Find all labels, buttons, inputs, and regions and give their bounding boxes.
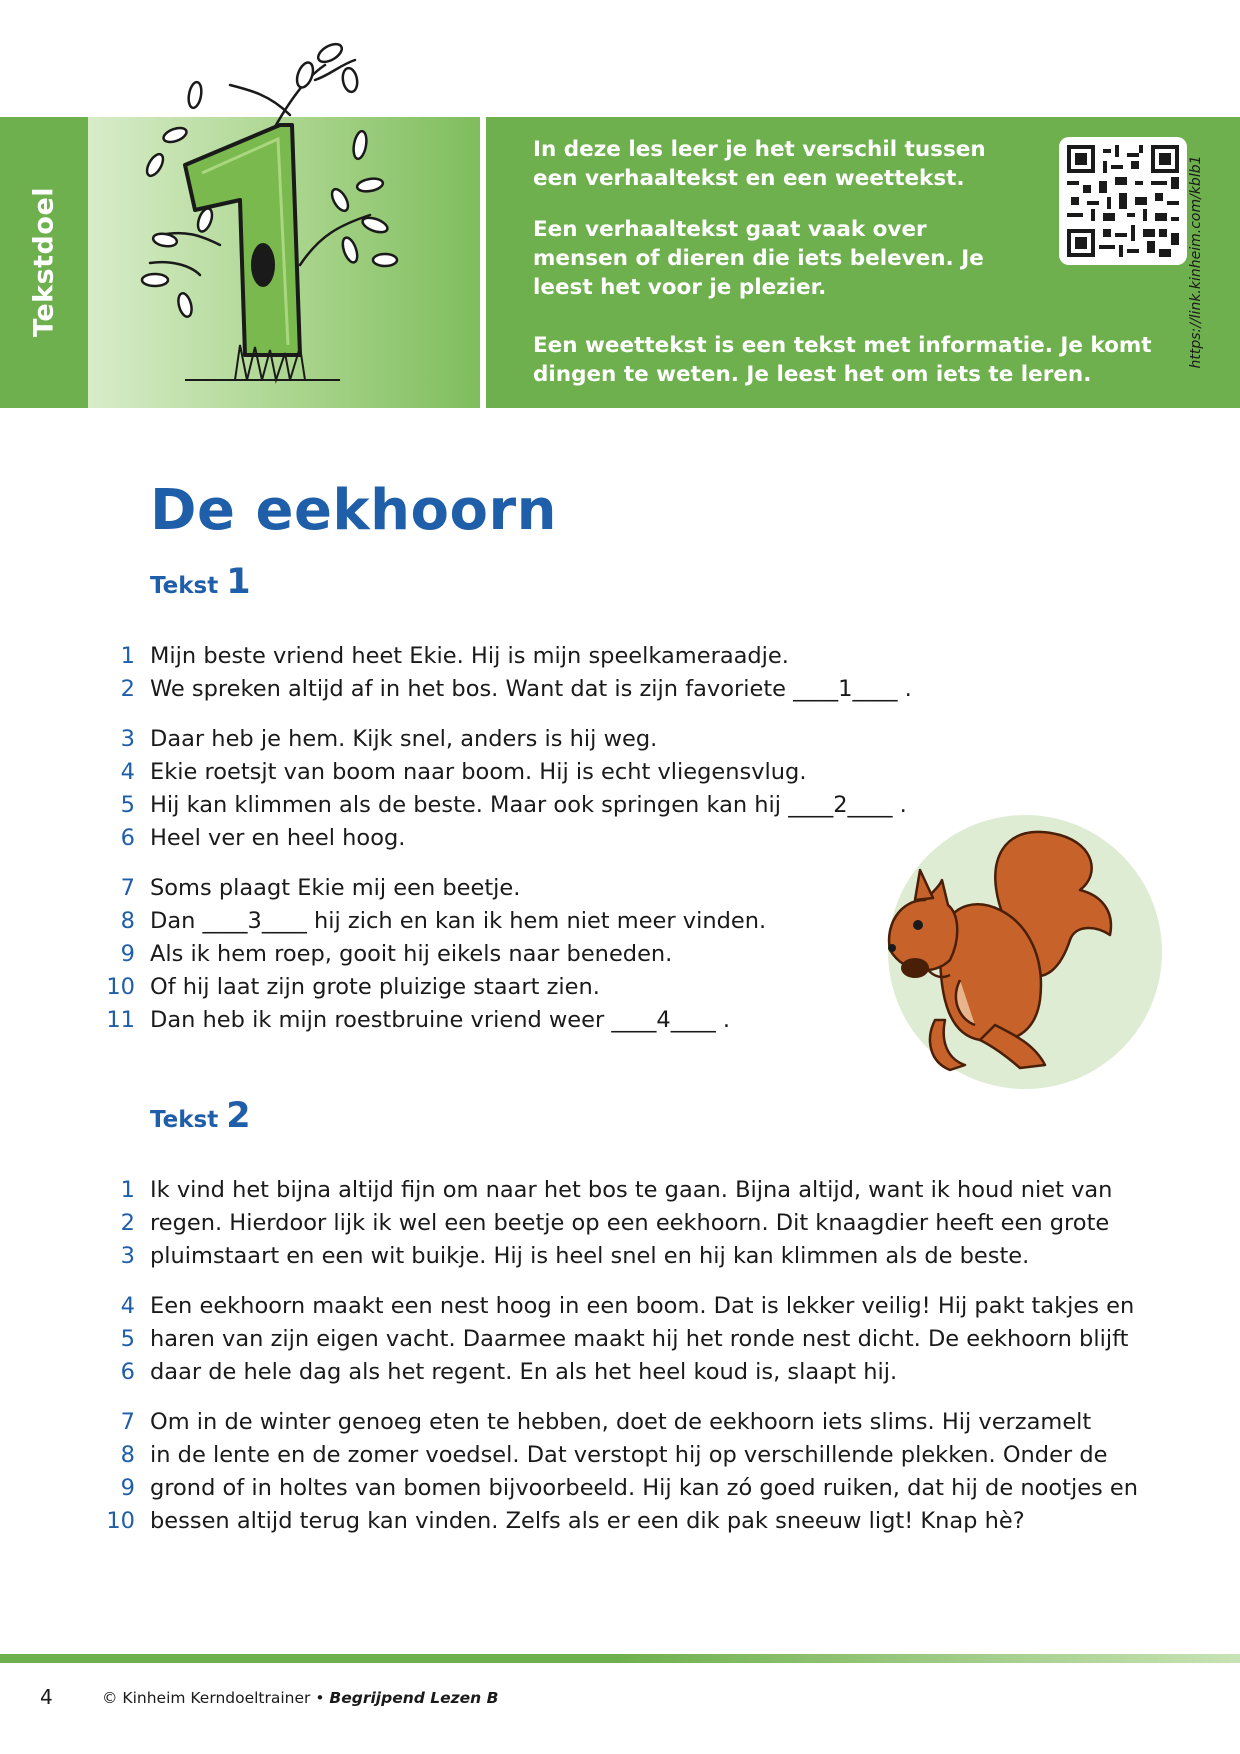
line-number: 4 (120, 1293, 135, 1319)
goal-paragraph-3: Een weettekst is een tekst met informatie. Je komt dingen te weten. Je leest het om iets te leren. (533, 333, 1152, 387)
line-number: 6 (120, 1359, 135, 1385)
tekst1-label: Tekst (150, 573, 219, 599)
page-title: De eekhoorn (150, 478, 557, 543)
footer-credit (102, 1689, 498, 1707)
qr-code[interactable] (1059, 137, 1187, 265)
line-text: We spreken altijd af in het bos. Want dat is zijn favoriete ____1____ . (150, 676, 912, 702)
lesson-link-text[interactable]: https://link.kinheim.com/kblb1 (1188, 155, 1204, 369)
text-line (0, 756, 1240, 789)
line-number: 10 (106, 974, 135, 1000)
text-line (0, 1406, 1240, 1439)
line-text: Dan ____3____ hij zich en kan ik hem niet meer vinden. (150, 908, 767, 934)
line-number: 11 (106, 1007, 135, 1033)
line-text: Heel ver en heel hoog. (150, 825, 406, 851)
line-number: 7 (120, 1409, 135, 1435)
line-number: 3 (120, 726, 135, 752)
line-number: 8 (120, 908, 135, 934)
line-text: in de lente en de zomer voedsel. Dat verstopt hij op verschillende plekken. Onder de (150, 1442, 1108, 1468)
line-text: Ik vind het bijna altijd fijn om naar het bos te gaan. Bijna altijd, want ik houd niet van (150, 1177, 1113, 1203)
line-number: 5 (120, 792, 135, 818)
line-text: Een eekhoorn maakt een nest hoog in een boom. Dat is lekker veilig! Hij pakt takjes en (150, 1293, 1135, 1319)
tekst2-heading (150, 1096, 251, 1136)
book-title: Begrijpend Lezen B (329, 1689, 499, 1707)
lesson-goal-box (486, 117, 1240, 408)
tekst1-number: 1 (226, 562, 251, 602)
line-text: Soms plaagt Ekie mij een beetje. (150, 875, 521, 901)
line-number: 8 (120, 1442, 135, 1468)
line-number: 7 (120, 875, 135, 901)
text-line (0, 1505, 1240, 1538)
line-number: 9 (120, 1475, 135, 1501)
line-text: Om in de winter genoeg eten te hebben, doet de eekhoorn iets slims. Hij verzamelt (150, 1409, 1092, 1435)
copyright-text: © Kinheim Kerndoeltrainer • (102, 1689, 330, 1707)
goal-paragraph-1: In deze les leer je het verschil tussen een verhaaltekst en een weettekst. (533, 137, 986, 191)
line-text: daar de hele dag als het regent. En als het heel koud is, slaapt hij. (150, 1359, 898, 1385)
line-text: Dan heb ik mijn roestbruine vriend weer ____4____ . (150, 1007, 731, 1033)
text-line (0, 1290, 1240, 1323)
line-number: 3 (120, 1243, 135, 1269)
line-number: 9 (120, 941, 135, 967)
line-number: 2 (120, 676, 135, 702)
line-number: 10 (106, 1508, 135, 1534)
text-line (0, 1472, 1240, 1505)
tekst2-label: Tekst (150, 1107, 219, 1133)
line-text: Daar heb je hem. Kijk snel, anders is hij weg. (150, 726, 658, 752)
text-line (0, 1439, 1240, 1472)
text-line (0, 1207, 1240, 1240)
line-text: regen. Hierdoor lijk ik wel een beetje op een eekhoorn. Dit knaagdier heeft een grote (150, 1210, 1110, 1236)
line-text: Als ik hem roep, gooit hij eikels naar beneden. (150, 941, 673, 967)
text-line (0, 673, 1240, 706)
line-text: Of hij laat zijn grote pluizige staart zien. (150, 974, 600, 1000)
line-text: bessen altijd terug kan vinden. Zelfs als er een dik pak sneeuw ligt! Knap hè? (150, 1508, 1025, 1534)
tekstdoel-tab (0, 117, 88, 408)
line-number: 2 (120, 1210, 135, 1236)
line-text: grond of in holtes van bomen bijvoorbeeld. Hij kan zó goed ruiken, dat hij de nootjes en (150, 1475, 1139, 1501)
line-number: 1 (120, 643, 135, 669)
line-text: Mijn beste vriend heet Ekie. Hij is mijn speelkameraadje. (150, 643, 789, 669)
text-line (0, 1323, 1240, 1356)
footer-bar (0, 1654, 1240, 1663)
tekst1-heading (150, 562, 251, 602)
line-number: 5 (120, 1326, 135, 1352)
text-line (0, 1174, 1240, 1207)
line-number: 6 (120, 825, 135, 851)
goal-paragraph-2: Een verhaaltekst gaat vaak over mensen of dieren die iets beleven. Je leest het voor je plezier. (533, 217, 984, 300)
text-line (0, 640, 1240, 673)
line-number: 1 (120, 1177, 135, 1203)
number-tree-illustration (140, 35, 440, 415)
line-text: haren van zijn eigen vacht. Daarmee maakt hij het ronde nest dicht. De eekhoorn blijft (150, 1326, 1129, 1352)
text-line (0, 1356, 1240, 1389)
line-text: pluimstaart en een wit buikje. Hij is heel snel en hij kan klimmen als de beste. (150, 1243, 1030, 1269)
line-text: Ekie roetsjt van boom naar boom. Hij is echt vliegensvlug. (150, 759, 807, 785)
tekst2-number: 2 (226, 1096, 251, 1136)
qr-code-icon (1067, 145, 1179, 257)
text-line (0, 723, 1240, 756)
lesson-banner (0, 117, 1240, 408)
page-number: 4 (40, 1685, 53, 1709)
line-number: 4 (120, 759, 135, 785)
line-text: Hij kan klimmen als de beste. Maar ook springen kan hij ____2____ . (150, 792, 907, 818)
text-line (0, 1240, 1240, 1273)
tab-label: Tekstdoel (28, 186, 60, 338)
squirrel-illustration (830, 800, 1170, 1100)
